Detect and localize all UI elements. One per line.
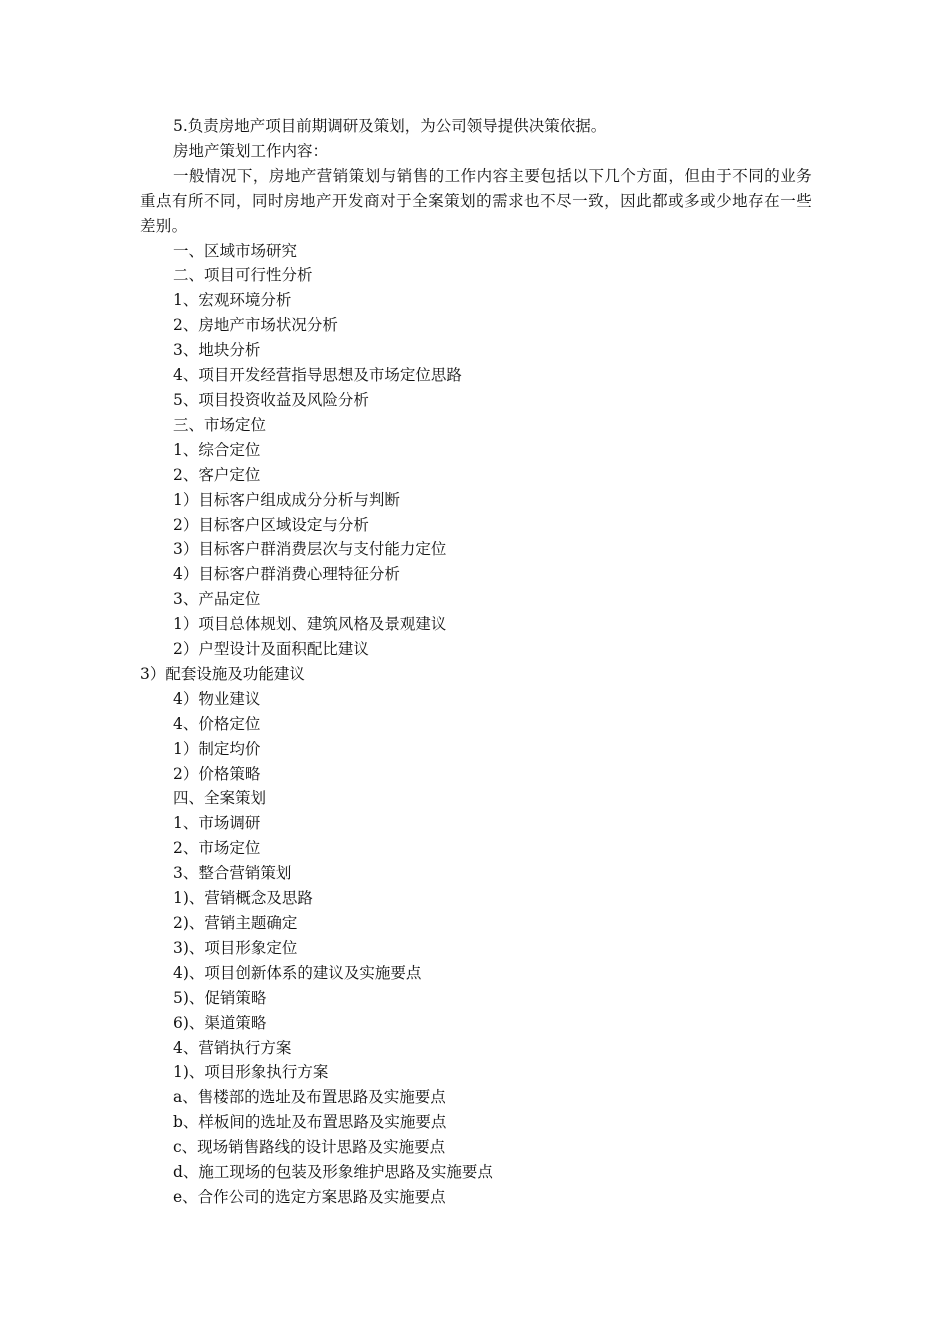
- list-item: 1)、项目形象执行方案: [173, 1063, 329, 1082]
- list-item: 4）物业建议: [173, 689, 261, 708]
- list-item: 3、整合营销策划: [173, 864, 292, 883]
- list-item: 4、营销执行方案: [173, 1038, 292, 1057]
- list-item: e、合作公司的选定方案思路及实施要点: [173, 1187, 446, 1206]
- list-item: 1）项目总体规划、建筑风格及景观建议: [173, 615, 447, 634]
- intro-paragraph: 一般情况下，房地产营销策划与销售的工作内容主要包括以下几个方面，但由于不同的业务重点有所不同，同时房地产开发商对于全案策划的需求也不尽一致，因此都或多或少地存在一些差别。: [140, 166, 812, 235]
- list-item: 3）配套设施及功能建议: [140, 664, 305, 683]
- heading-full-case-planning: 四、全案策划: [173, 789, 267, 808]
- list-item: 1）制定均价: [173, 739, 261, 758]
- list-item: 3、地块分析: [173, 341, 261, 360]
- heading-feasibility-analysis: 二、项目可行性分析: [173, 266, 313, 285]
- heading-regional-market-research: 一、区域市场研究: [173, 241, 298, 260]
- list-item: 4、价格定位: [173, 714, 261, 733]
- list-item: 5、项目投资收益及风险分析: [173, 390, 369, 409]
- list-item: 1）目标客户组成成分分析与判断: [173, 490, 400, 509]
- list-item: 5)、促销策略: [173, 988, 267, 1007]
- list-item: 2、房地产市场状况分析: [173, 316, 338, 335]
- text-line-duty-5: 5.负责房地产项目前期调研及策划，为公司领导提供决策依据。: [173, 117, 607, 135]
- list-item: 4）目标客户群消费心理特征分析: [173, 565, 400, 584]
- list-item: a、售楼部的选址及布置思路及实施要点: [173, 1088, 446, 1107]
- list-item: 2）价格策略: [173, 764, 261, 783]
- list-item: 2）户型设计及面积配比建议: [173, 640, 369, 659]
- list-item: 4)、项目创新体系的建议及实施要点: [173, 963, 422, 982]
- list-item: 3)、项目形象定位: [173, 938, 298, 957]
- list-item: 3、产品定位: [173, 590, 261, 609]
- section-heading-work-content: 房地产策划工作内容：: [173, 141, 329, 160]
- document-body: [140, 114, 812, 1210]
- list-item: c、现场销售路线的设计思路及实施要点: [173, 1138, 446, 1157]
- heading-market-positioning: 三、市场定位: [173, 415, 267, 434]
- list-item: 1、宏观环境分析: [173, 291, 292, 310]
- list-item: 2、客户定位: [173, 465, 261, 484]
- list-item: 2、市场定位: [173, 839, 261, 858]
- list-item: b、样板间的选址及布置思路及实施要点: [173, 1113, 447, 1132]
- list-item: 1、市场调研: [173, 814, 261, 833]
- list-item: d、施工现场的包装及形象维护思路及实施要点: [173, 1163, 493, 1182]
- list-item: 4、项目开发经营指导思想及市场定位思路: [173, 366, 462, 385]
- list-item: 3）目标客户群消费层次与支付能力定位: [173, 540, 447, 559]
- list-item: 2)、营销主题确定: [173, 914, 298, 932]
- list-item: 1)、营销概念及思路: [173, 889, 313, 908]
- list-item: 1、综合定位: [173, 440, 261, 459]
- list-item: 6)、渠道策略: [173, 1013, 267, 1032]
- list-item: 2）目标客户区域设定与分析: [173, 515, 369, 534]
